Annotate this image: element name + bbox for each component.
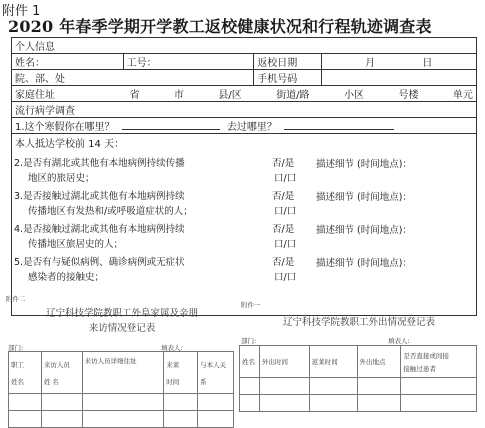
- address-label: 家庭住址: [15, 90, 55, 101]
- sheet-left-title-line-1: 辽宁科技学院教职工外阜家属及亲朋: [45, 308, 198, 319]
- sheet-left-title-line-2: 来访情况登记表: [88, 323, 156, 334]
- describe-4[interactable]: 描述细节 (时间地点)：: [316, 225, 412, 236]
- answer-4[interactable]: [272, 222, 296, 252]
- month-label: 月: [365, 58, 376, 69]
- name-cell[interactable]: [12, 54, 124, 70]
- yes-no-label: 否/是: [272, 257, 295, 268]
- phone-cell[interactable]: [322, 70, 477, 86]
- header-out-time: 外出时间: [259, 346, 309, 378]
- attachment-label: 附件 1: [2, 4, 41, 19]
- address-community: 小区: [344, 90, 365, 101]
- department-label: 院、部、处: [15, 74, 65, 85]
- yes-no-label: 否/是: [272, 158, 295, 169]
- header-visitor-name: 来访人员 姓 名: [41, 352, 82, 394]
- yes-no-label: 否/是: [272, 224, 295, 235]
- checkbox-pair[interactable]: 口/口: [274, 173, 297, 184]
- answer-2[interactable]: [272, 156, 296, 186]
- question-2-line-2: 地区的旅居史；: [28, 173, 95, 184]
- question-3: [14, 189, 193, 219]
- question-2-line-1: 2.是否有湖北或其他有本地病例持续传播: [14, 158, 185, 169]
- question-4-line-1: 4.是否接触过湖北或其他有本地病例持续: [14, 224, 185, 235]
- question-2: [14, 156, 185, 186]
- address-county: 县/区: [218, 90, 242, 101]
- answer-5[interactable]: [272, 255, 296, 285]
- checkbox-pair[interactable]: 口/口: [274, 206, 297, 217]
- sheet-right-table: [239, 345, 477, 412]
- sheet-right-dept: 部门:: [241, 337, 257, 345]
- answer-3[interactable]: [272, 189, 296, 219]
- return-date-label: 返校日期: [254, 54, 322, 70]
- table-row[interactable]: [9, 411, 234, 428]
- sheet-left-table: [8, 351, 234, 428]
- address-building: 号楼: [398, 90, 419, 101]
- phone-label: 手机号码: [254, 70, 322, 86]
- describe-5[interactable]: 描述细节 (时间地点)：: [316, 258, 412, 269]
- question-5-line-2: 感染者的接触史；: [28, 272, 105, 283]
- header-visitor-address: 来访人员详细住址: [82, 352, 164, 394]
- q1-where-else-blank[interactable]: [284, 120, 394, 130]
- question-4-line-2: 传播地区旅居史的人；: [28, 239, 124, 250]
- header-name: 姓名: [240, 346, 260, 378]
- table-row[interactable]: [240, 378, 477, 395]
- address-row[interactable]: [12, 86, 477, 102]
- section-epidemiology: 流行病学调查: [12, 102, 477, 118]
- sheet-right-title: 辽宁科技学院教职工外出情况登记表: [282, 317, 435, 328]
- describe-3[interactable]: 描述细节 (时间地点)：: [316, 192, 412, 203]
- address-province: 省: [129, 90, 140, 101]
- q1-where-label: 1.这个寒假你在哪里？: [15, 122, 115, 133]
- address-city: 市: [173, 90, 184, 101]
- header-out-place: 外出地点: [357, 346, 401, 378]
- sheet-right-filler: 填表人:: [388, 337, 410, 345]
- q1-where-else-label: 去过哪里？: [226, 122, 277, 133]
- yes-no-label: 否/是: [272, 191, 295, 202]
- day-label: 日: [422, 58, 433, 69]
- question-5-line-1: 5.是否有与疑似病例、确诊病例或无症状: [14, 257, 185, 268]
- header-visit-time: 来莱 时间: [164, 352, 198, 394]
- header-staff-name: 职工 姓名: [9, 352, 42, 394]
- question-3-line-2: 传播地区有发热和/或呼吸道症状的人；: [28, 206, 193, 217]
- name-label: 姓名：: [15, 58, 45, 69]
- checkbox-pair[interactable]: 口/口: [274, 239, 297, 250]
- q1-where-blank[interactable]: [122, 120, 220, 130]
- question-3-line-1: 3.是否接触过湖北或其他有本地病例持续: [14, 191, 185, 202]
- address-unit: 单元: [452, 90, 473, 101]
- table-row[interactable]: [9, 394, 234, 411]
- section-personal-info: 个人信息: [12, 38, 477, 54]
- table-row[interactable]: [240, 395, 477, 412]
- describe-2[interactable]: 描述细节 (时间地点)：: [316, 159, 412, 170]
- travel-question-row[interactable]: [12, 118, 477, 134]
- sheet-left-dept: 部门:: [8, 344, 24, 352]
- sheet-left-title: [14, 306, 230, 336]
- header-relationship: 与本人关 系: [198, 352, 234, 394]
- sheet-right-tag: 附件一: [241, 301, 261, 309]
- question-4: [14, 222, 185, 252]
- recent-header: 本人抵达学校前 14 天：: [15, 139, 125, 150]
- page-title: 2020 年春季学期开学教工返校健康状况和行程轨迹调查表: [8, 17, 432, 36]
- staff-id-label: 工号：: [126, 58, 157, 69]
- address-street: 街道/路: [276, 90, 310, 101]
- header-contact-patient: 是否直接或间接 接触过患者: [401, 346, 477, 378]
- sheet-left-filler: 填表人:: [161, 344, 183, 352]
- return-date-cell[interactable]: [322, 54, 477, 70]
- checkbox-pair[interactable]: 口/口: [274, 272, 297, 283]
- header-return-time: 返莱时间: [309, 346, 357, 378]
- department-cell[interactable]: [12, 70, 254, 86]
- sheet-left-tag: 附件二: [6, 295, 26, 303]
- staff-id-cell[interactable]: [123, 54, 254, 70]
- question-5: [14, 255, 185, 285]
